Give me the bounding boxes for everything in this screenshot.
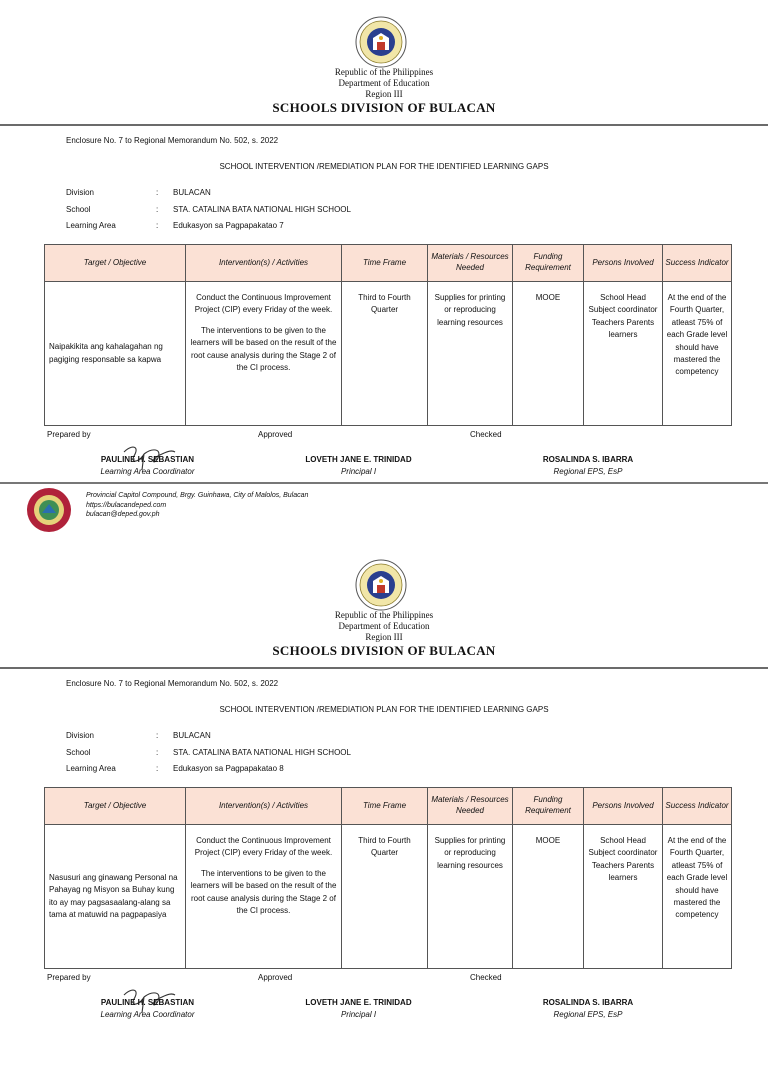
- school-label: School: [66, 205, 91, 214]
- colon: :: [156, 731, 159, 740]
- division-title: SCHOOLS DIVISION OF BULACAN: [272, 100, 496, 115]
- prepared-role: Learning Area Coordinator: [100, 1010, 195, 1019]
- table-row: [45, 825, 732, 969]
- intervention-plan-table: [44, 787, 732, 969]
- checked-label: Checked: [470, 430, 502, 439]
- learning-area-label: Learning Area: [66, 764, 116, 773]
- department-line: Department of Education: [338, 621, 430, 631]
- cell-materials: Supplies for printing or reproducing learning resources: [428, 825, 513, 969]
- approved-label: Approved: [258, 430, 293, 439]
- enclosure-note: Enclosure No. 7 to Regional Memorandum No. 502, s. 2022: [66, 136, 279, 145]
- cell-target: Nasusuri ang ginawang Personal na Pahayag ng Misyon sa Buhay kung ito ay may pagsasaalang-alang sa tama at matuwid na pagpapasiya: [45, 825, 186, 969]
- cell-persons: School Head Subject coordinator Teachers Parents learners: [584, 282, 663, 426]
- prepared-role: Learning Area Coordinator: [100, 467, 195, 476]
- document-page-2: [0, 543, 768, 1086]
- region-line: Region III: [365, 89, 403, 99]
- learning-area-label: Learning Area: [66, 221, 116, 230]
- cell-interventions: [186, 282, 342, 426]
- approved-name: LOVETH JANE E. TRINIDAD: [305, 455, 412, 464]
- intervention-text: The interventions to be given to the learners will be based on the result of the root cause analysis during the Stage 2 of the CI process.: [190, 325, 337, 372]
- division-label: Division: [66, 731, 95, 740]
- republic-line: Republic of the Philippines: [334, 67, 434, 77]
- header-target: Target / Objective: [45, 245, 186, 282]
- header-success: Success Indicator: [663, 788, 732, 825]
- enclosure-note: Enclosure No. 7 to Regional Memorandum No. 502, s. 2022: [66, 679, 279, 688]
- cell-materials: Supplies for printing or reproducing learning resources: [428, 282, 513, 426]
- header-success: Success Indicator: [663, 245, 732, 282]
- cell-success: At the end of the Fourth Quarter, atleast 75% of each Grade level should have mastered the competency: [663, 282, 732, 426]
- school-value: STA. CATALINA BATA NATIONAL HIGH SCHOOL: [173, 205, 351, 214]
- table-row: [45, 282, 732, 426]
- header-interventions: Intervention(s) / Activities: [186, 245, 342, 282]
- header-funding: Funding Requirement: [513, 245, 584, 282]
- school-label: School: [66, 748, 91, 757]
- header-divider: [0, 124, 768, 126]
- colon: :: [156, 221, 159, 230]
- header-time-frame: Time Frame: [342, 788, 428, 825]
- colon: :: [156, 188, 159, 197]
- header-interventions: Intervention(s) / Activities: [186, 788, 342, 825]
- cell-success: At the end of the Fourth Quarter, atleast 75% of each Grade level should have mastered the competency: [663, 825, 732, 969]
- header-materials: Materials / Resources Needed: [428, 245, 513, 282]
- checked-name: ROSALINDA S. IBARRA: [542, 998, 634, 1007]
- division-title: SCHOOLS DIVISION OF BULACAN: [272, 643, 496, 658]
- cell-funding: MOOE: [513, 282, 584, 426]
- intervention-plan-table: [44, 244, 732, 426]
- header-materials: Materials / Resources Needed: [428, 788, 513, 825]
- footer-divider: [0, 482, 768, 484]
- checked-role: Regional EPS, EsP: [553, 467, 623, 476]
- plan-title: SCHOOL INTERVENTION /REMEDIATION PLAN FOR THE IDENTIFIED LEARNING GAPS: [219, 705, 549, 714]
- cell-funding: MOOE: [513, 825, 584, 969]
- learning-area-value: Edukasyon sa Pagpapakatao 7: [173, 221, 284, 230]
- footer-email[interactable]: bulacan@deped.gov.ph: [86, 511, 160, 518]
- footer-address: Provincial Capitol Compound, Brgy. Guinhawa, City of Malolos, Bulacan: [86, 492, 309, 499]
- checked-role: Regional EPS, EsP: [553, 1010, 623, 1019]
- republic-line: Republic of the Philippines: [334, 610, 434, 620]
- footer-website[interactable]: https://bulacandeped.com: [86, 501, 167, 509]
- header-persons: Persons Involved: [584, 245, 663, 282]
- cell-persons: School Head Subject coordinator Teachers Parents learners: [584, 825, 663, 969]
- approved-label: Approved: [258, 973, 293, 982]
- prepared-name: PAULINE H. SEBASTIAN: [100, 455, 195, 464]
- intervention-text: Conduct the Continuous Improvement Project (CIP) every Friday of the week.: [194, 836, 333, 858]
- table-header-row: [45, 788, 732, 825]
- plan-title: SCHOOL INTERVENTION /REMEDIATION PLAN FOR THE IDENTIFIED LEARNING GAPS: [219, 162, 549, 171]
- cell-target: Naipakikita ang kahalagahan ng pagiging responsable sa kapwa: [45, 282, 186, 426]
- cell-time-frame: Third to Fourth Quarter: [342, 825, 428, 969]
- prepared-name: PAULINE H. SEBASTIAN: [100, 998, 195, 1007]
- colon: :: [156, 764, 159, 773]
- cell-interventions: [186, 825, 342, 969]
- bulacan-division-logo-icon: [26, 487, 72, 533]
- approved-name: LOVETH JANE E. TRINIDAD: [305, 998, 412, 1007]
- intervention-text: Conduct the Continuous Improvement Project (CIP) every Friday of the week.: [194, 293, 333, 315]
- prepared-by-label: Prepared by: [47, 430, 91, 439]
- department-line: Department of Education: [338, 78, 430, 88]
- approved-role: Principal I: [340, 1010, 377, 1019]
- header-funding: Funding Requirement: [513, 788, 584, 825]
- footer-contact: [86, 491, 308, 520]
- deped-seal-icon: [355, 16, 407, 68]
- colon: :: [156, 748, 159, 757]
- division-value: BULACAN: [173, 731, 211, 740]
- header-persons: Persons Involved: [584, 788, 663, 825]
- checked-label: Checked: [470, 973, 502, 982]
- table-header-row: [45, 245, 732, 282]
- deped-seal-icon: [355, 559, 407, 611]
- colon: :: [156, 205, 159, 214]
- division-label: Division: [66, 188, 95, 197]
- header-divider: [0, 667, 768, 669]
- division-value: BULACAN: [173, 188, 211, 197]
- region-line: Region III: [365, 632, 403, 642]
- header-time-frame: Time Frame: [342, 245, 428, 282]
- intervention-text: The interventions to be given to the learners will be based on the result of the root cause analysis during the Stage 2 of the CI process.: [190, 868, 337, 915]
- cell-time-frame: Third to Fourth Quarter: [342, 282, 428, 426]
- learning-area-value: Edukasyon sa Pagpapakatao 8: [173, 764, 284, 773]
- approved-role: Principal I: [340, 467, 377, 476]
- school-value: STA. CATALINA BATA NATIONAL HIGH SCHOOL: [173, 748, 351, 757]
- prepared-by-label: Prepared by: [47, 973, 91, 982]
- checked-name: ROSALINDA S. IBARRA: [542, 455, 634, 464]
- header-target: Target / Objective: [45, 788, 186, 825]
